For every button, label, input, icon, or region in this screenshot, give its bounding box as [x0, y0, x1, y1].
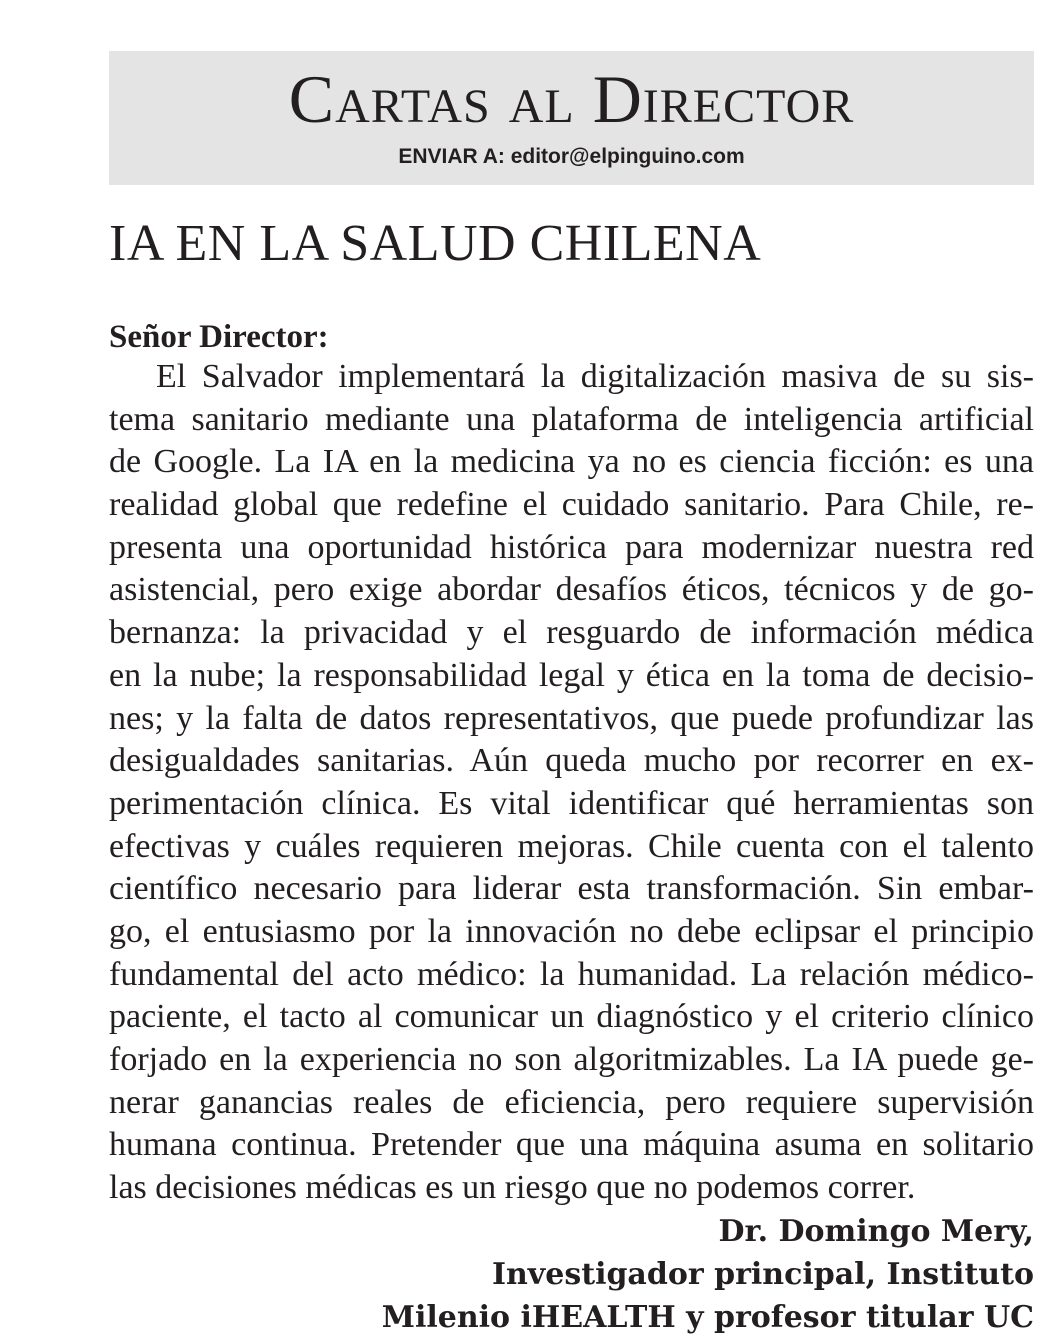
- author-title-line: Milenio iHEALTH y profesor titular UC: [381, 1300, 1034, 1335]
- body-line: las decisiones médicas es un riesgo que no podemos correr.: [109, 1169, 916, 1207]
- section-title: Cartas al Director: [288, 61, 855, 137]
- body-line: presenta una oportunidad histórica para modernizar nuestra red: [109, 528, 1034, 566]
- body-line: El Salvador implementará la digitalización masiva de su sis-: [156, 358, 1034, 395]
- body-line: go, el entusiasmo por la innovación no debe eclipsar el principio: [109, 912, 1034, 950]
- submission-email-notice: ENVIAR A: editor@elpinguino.com: [398, 145, 745, 168]
- body-line: fundamental del acto médico: la humanidad. La relación médico-: [109, 955, 1034, 993]
- body-line: desigualdades sanitarias. Aún queda mucho por recorrer en ex-: [109, 742, 1034, 780]
- body-line: forjado en la experiencia no son algoritmizables. La IA puede ge-: [109, 1041, 1034, 1078]
- letter-text: [109, 356, 1034, 1210]
- body-line: nerar ganancias reales de eficiencia, pero requiere supervisión: [109, 1083, 1034, 1121]
- body-line: en la nube; la responsabilidad legal y ética en la toma de decisio-: [109, 656, 1034, 694]
- body-line: humana continua. Pretender que una máquina asuma en solitario: [109, 1126, 1034, 1164]
- body-line: nes; y la falta de datos representativos, que puede profundizar las: [109, 699, 1034, 737]
- body-line: perimentación clínica. Es vital identificar qué herramientas son: [109, 784, 1034, 822]
- author-name: Dr. Domingo Mery,: [718, 1214, 1034, 1249]
- author-title-line: Investigador principal, Instituto: [491, 1257, 1034, 1292]
- letter-body: [109, 318, 1034, 1210]
- body-line: de Google. La IA en la medicina ya no es ciencia ficción: es una: [109, 443, 1034, 481]
- article-headline: IA EN LA SALUD CHILENA: [109, 215, 762, 272]
- body-line: científico necesario para liderar esta transformación. Sin embar-: [109, 870, 1034, 908]
- letter-salutation: Señor Director:: [109, 319, 329, 355]
- body-line: asistencial, pero exige abordar desafíos éticos, técnicos y de go-: [109, 571, 1034, 609]
- body-line: efectivas y cuáles requieren mejoras. Chile cuenta con el talento: [109, 827, 1034, 865]
- body-line: bernanza: la privacidad y el resguardo de información médica: [109, 614, 1034, 652]
- body-line: paciente, el tacto al comunicar un diagnóstico y el criterio clínico: [109, 998, 1034, 1036]
- body-line: tema sanitario mediante una plataforma de inteligencia artificial: [109, 400, 1034, 438]
- body-line: realidad global que redefine el cuidado sanitario. Para Chile, re-: [109, 486, 1034, 524]
- section-header: [109, 51, 1034, 185]
- letter-signature: [382, 1210, 1034, 1339]
